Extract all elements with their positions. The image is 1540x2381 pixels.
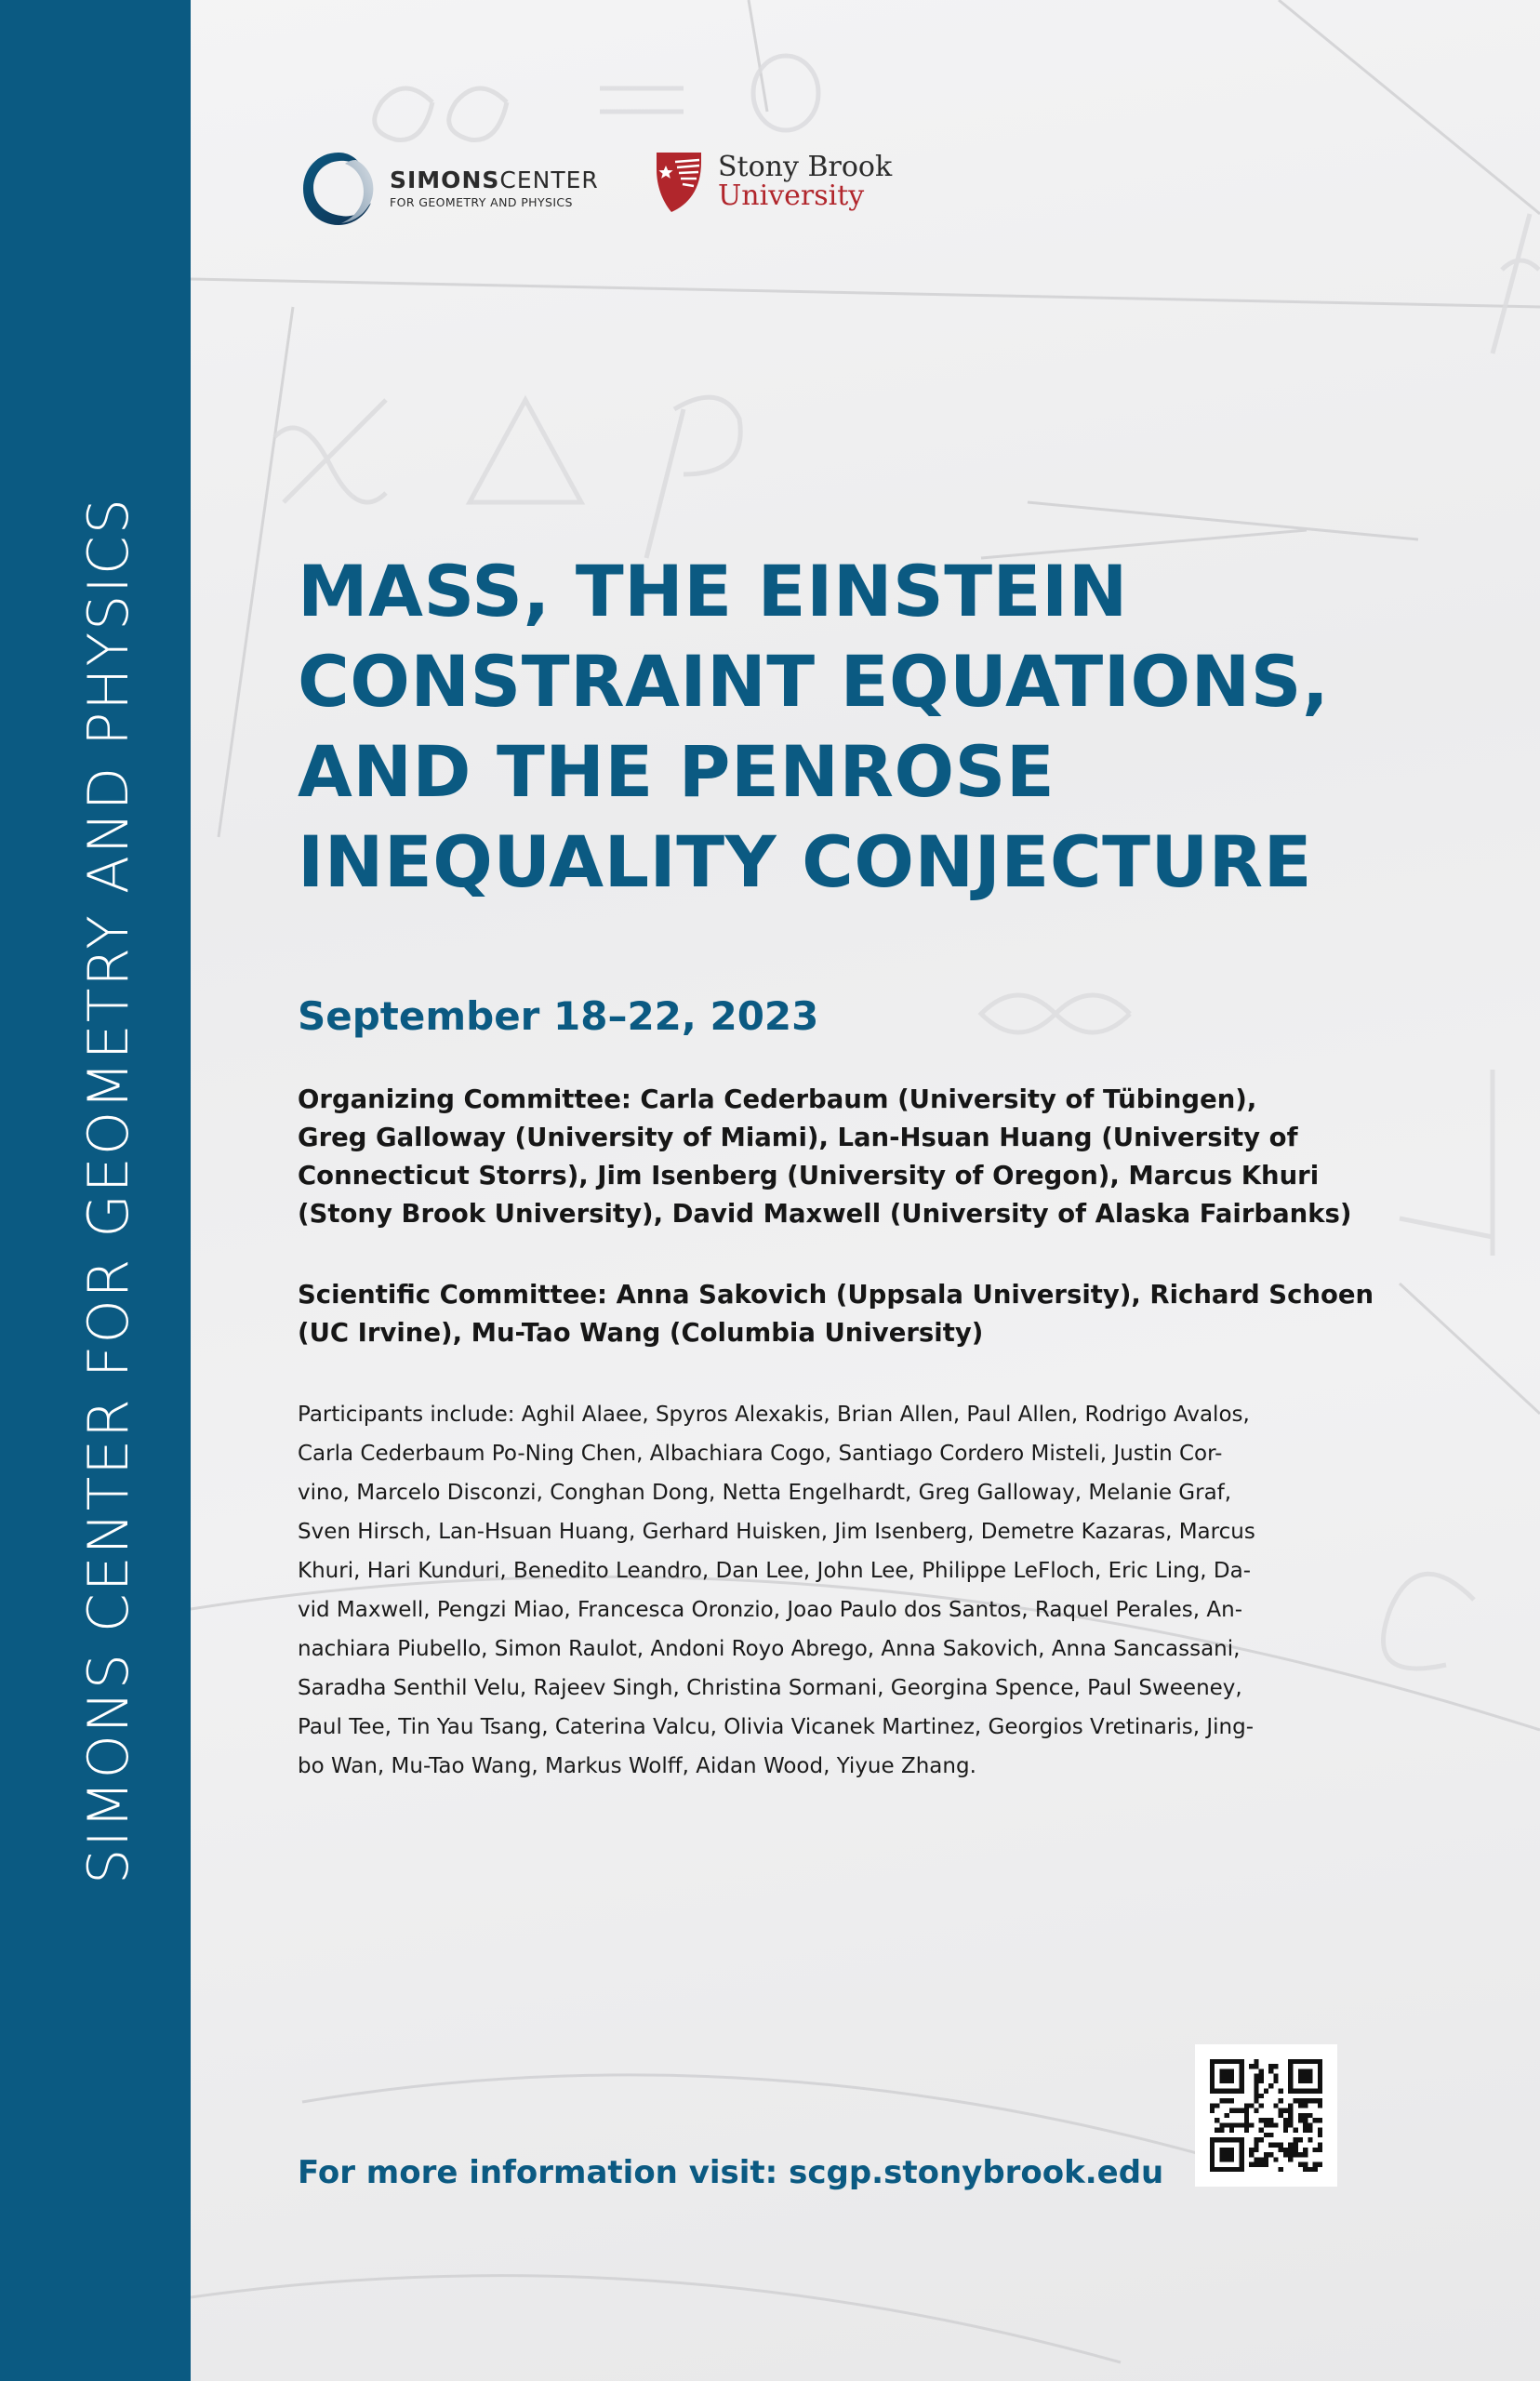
organizing-committee-line: (Stony Brook University), David Maxwell (University of Alaska Fairbanks) — [298, 1199, 1352, 1229]
sidebar — [0, 0, 191, 2381]
participants-line: nachiara Piubello, Simon Raulot, Andoni Royo Abrego, Anna Sakovich, Anna Sancassani, — [298, 1637, 1241, 1661]
event-title — [298, 546, 1395, 907]
organizing-committee-line: Connecticut Storrs), Jim Isenberg (University of Oregon), Marcus Khuri — [298, 1161, 1320, 1190]
scientific-committee-line: Scientific Committee: Anna Sakovich (Uppsala University), Richard Schoen — [298, 1280, 1374, 1310]
participants-line: Paul Tee, Tin Yau Tsang, Caterina Valcu, Olivia Vicanek Martinez, Georgios Vretinaris, Jing- — [298, 1715, 1255, 1739]
participants-line: bo Wan, Mu-Tao Wang, Markus Wolff, Aidan Wood, Yiyue Zhang. — [298, 1754, 976, 1778]
participants-line: Saradha Senthil Velu, Rajeev Singh, Christina Sormani, Georgina Spence, Paul Sweeney, — [298, 1676, 1242, 1700]
participants-line: Khuri, Hari Kunduri, Benedito Leandro, Dan Lee, John Lee, Philippe LeFloch, Eric Ling, Da- — [298, 1559, 1252, 1583]
scientific-committee — [298, 1276, 1374, 1352]
participants-line: vino, Marcelo Disconzi, Conghan Dong, Netta Engelhardt, Greg Galloway, Melanie Graf, — [298, 1481, 1232, 1505]
event-title-line: INEQUALITY CONJECTURE — [298, 820, 1313, 903]
stony-brook-logo — [653, 149, 892, 214]
participants-line: vid Maxwell, Pengzi Miao, Francesca Oronzio, Joao Paulo dos Santos, Raquel Perales, An- — [298, 1598, 1243, 1622]
participants-line: Sven Hirsch, Lan-Hsuan Huang, Gerhard Huisken, Jim Isenberg, Demetre Kazaras, Marcus — [298, 1520, 1255, 1544]
stony-brook-shield-icon — [653, 149, 705, 214]
stony-brook-wordmark: Stony Brook — [718, 150, 893, 183]
simons-wordmark: SIMONSCENTER — [390, 166, 599, 193]
simons-ring-logo-icon — [300, 149, 377, 229]
event-title-line: AND THE PENROSE — [298, 730, 1055, 813]
organizing-committee-line: Greg Galloway (University of Miami), Lan-Hsuan Huang (University of — [298, 1123, 1298, 1152]
simons-wordmark-subtitle: FOR GEOMETRY AND PHYSICS — [390, 195, 573, 209]
participants-list — [298, 1395, 1339, 1786]
stony-brook-university-wordmark: University — [718, 180, 865, 212]
event-title-line: MASS, THE EINSTEIN — [298, 550, 1128, 632]
sidebar-title: SIMONS CENTER FOR GEOMETRY AND PHYSICS — [76, 497, 141, 1884]
qr-code-matrix — [1195, 2044, 1337, 2187]
more-info-link[interactable]: For more information visit: scgp.stonybrook.edu — [298, 2154, 1164, 2191]
event-title-line: CONSTRAINT EQUATIONS, — [298, 640, 1330, 723]
scientific-committee-line: (UC Irvine), Mu-Tao Wang (Columbia University) — [298, 1318, 984, 1348]
organizing-committee — [298, 1081, 1367, 1233]
event-dates: September 18–22, 2023 — [298, 993, 819, 1039]
simons-center-logo — [300, 149, 599, 229]
participants-line: Carla Cederbaum Po-Ning Chen, Albachiara Cogo, Santiago Cordero Misteli, Justin Cor- — [298, 1442, 1223, 1466]
participants-line: Participants include: Aghil Alaee, Spyros Alexakis, Brian Allen, Paul Allen, Rodrigo Avalos, — [298, 1403, 1250, 1427]
organizing-committee-line: Organizing Committee: Carla Cederbaum (University of Tübingen), — [298, 1084, 1257, 1114]
qr-code-icon[interactable] — [1195, 2044, 1337, 2187]
